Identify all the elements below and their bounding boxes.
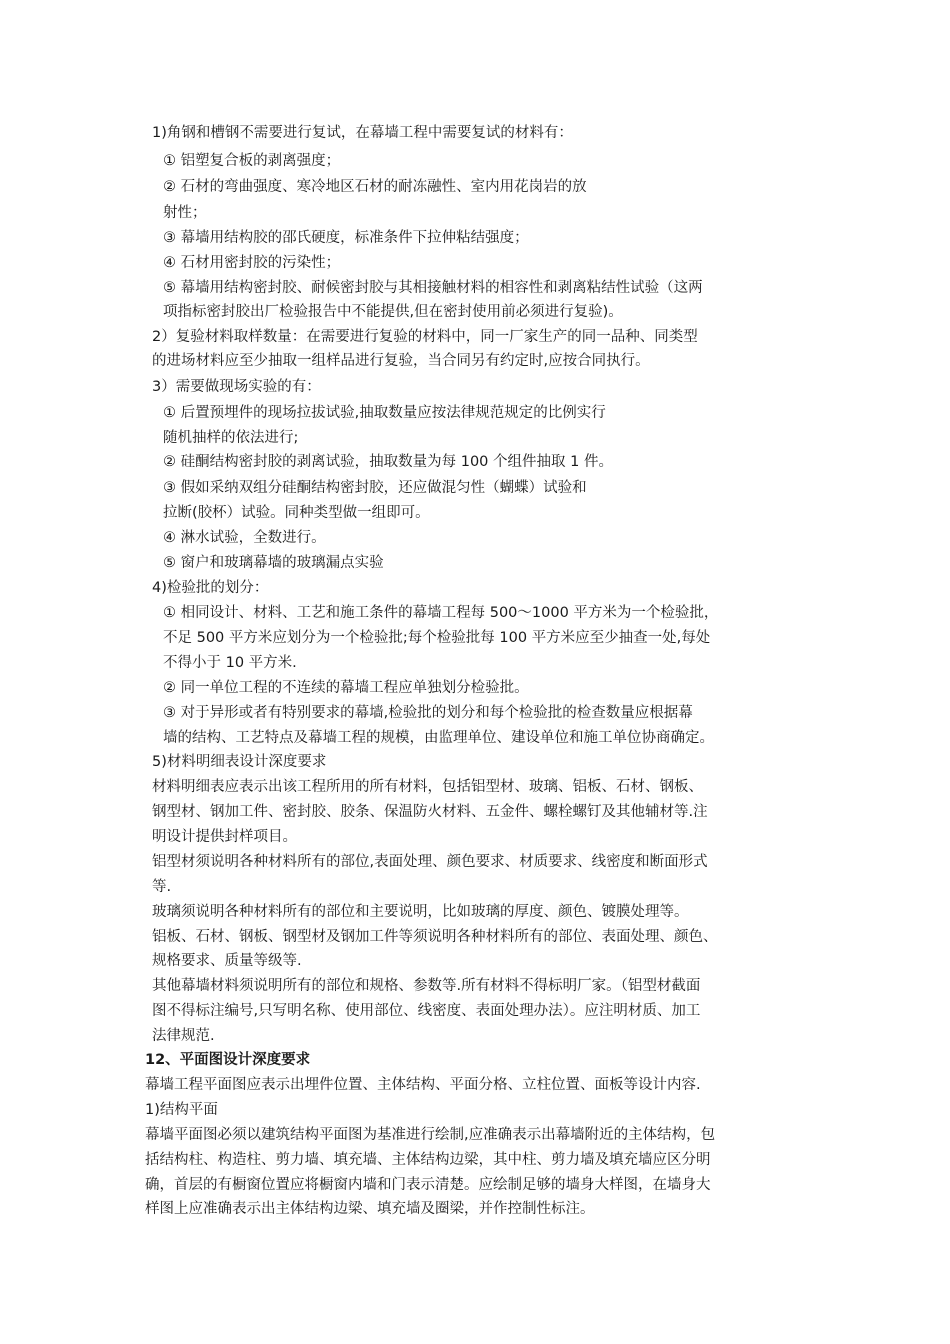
text-line: 墙的结构、工艺特点及幕墙工程的规模，由监理单位、建设单位和施工单位协商确定。 [163,730,714,746]
text-line: 4)检验批的划分： [152,580,269,596]
text-line: 明设计提供封样项目。 [152,829,297,845]
text-line: 幕墙工程平面图应表示出埋件位置、主体结构、平面分格、立柱位置、面板等设计内容. [145,1077,701,1093]
text-line: 法律规范. [152,1028,215,1044]
text-line: ① 相同设计、材料、工艺和施工条件的幕墙工程每 500～1000 平方米为一个检验批， [163,605,719,621]
text-line: 规格要求、质量等级等. [152,953,302,969]
text-line: 其他幕墙材料须说明所有的部位和规格、参数等.所有材料不得标明厂家。（铝型材截面 [152,978,701,994]
text-line: 随机抽样的依法进行; [163,430,299,446]
text-line: 不得小于 10 平方米. [163,655,297,671]
text-line: 3）需要做现场实验的有： [152,379,321,395]
text-line: ③ 对于异形或者有特别要求的幕墙,检验批的划分和每个检验批的检查数量应根据幕 [163,705,693,721]
text-line: 玻璃须说明各种材料所有的部位和主要说明，比如玻璃的厚度、颜色、镀膜处理等。 [152,904,689,920]
text-line: 样图上应准确表示出主体结构边梁、填充墙及圈梁，并作控制性标注。 [145,1201,595,1217]
text-line: 括结构柱、构造柱、剪力墙、填充墙、主体结构边梁，其中柱、剪力墙及填充墙应区分明 [145,1152,711,1168]
text-line: 等. [152,879,172,895]
text-line: ① 后置预埋件的现场拉拔试验,抽取数量应按法律规范规定的比例实行 [163,405,606,421]
text-line: ⑤ 窗户和玻璃幕墙的玻璃漏点实验 [163,555,384,571]
text-line: 铝型材须说明各种材料所有的部位,表面处理、颜色要求、材质要求、线密度和断面形式 [152,854,708,870]
text-line: ② 同一单位工程的不连续的幕墙工程应单独划分检验批。 [163,680,529,696]
text-line: ③ 假如采纳双组分硅酮结构密封胶，还应做混匀性（蝴蝶）试验和 [163,480,587,496]
text-line: ③ 幕墙用结构胶的邵氏硬度，标准条件下拉伸粘结强度； [163,230,529,246]
text-line: ④ 淋水试验，全数进行。 [163,530,326,546]
text-line: ② 石材的弯曲强度、寒冷地区石材的耐冻融性、室内用花岗岩的放 [163,179,587,195]
text-line: ④ 石材用密封胶的污染性； [163,255,341,271]
text-line: 项指标密封胶出厂检验报告中不能提供,但在密封使用前必须进行复验)。 [163,304,623,320]
text-line: 图不得标注编号,只写明名称、使用部位、线密度、表面处理办法）。应注明材质、加工 [152,1003,701,1019]
text-line: 拉断(胶杯）试验。同种类型做一组即可。 [163,505,430,521]
text-line: 的进场材料应至少抽取一组样品进行复验，当合同另有约定时,应按合同执行。 [152,353,650,369]
text-line: ⑤ 幕墙用结构密封胶、耐候密封胶与其相接触材料的相容性和剥离粘结性试验（这两 [163,280,703,296]
text-line: 材料明细表应表示出该工程所用的所有材料，包括铝型材、玻璃、铝板、石材、钢板、 [152,779,703,795]
text-line: 1)结构平面 [145,1102,218,1118]
section-heading: 12、平面图设计深度要求 [145,1052,311,1068]
text-line: 不足 500 平方米应划分为一个检验批;每个检验批每 100 平方米应至少抽查一处,每处 [163,630,711,646]
text-line: 确，首层的有橱窗位置应将橱窗内墙和门表示清楚。应绘制足够的墙身大样图，在墙身大 [145,1177,711,1193]
text-line: ② 硅酮结构密封胶的剥离试验，抽取数量为每 100 个组件抽取 1 件。 [163,454,613,470]
text-line: 钢型材、钢加工件、密封胶、胶条、保温防火材料、五金件、螺栓螺钉及其他辅材等.注 [152,804,708,820]
text-line: ① 铝塑复合板的剥离强度； [163,153,341,169]
text-line: 2）复验材料取样数量：在需要进行复验的材料中，同一厂家生产的同一品种、同类型 [152,329,698,345]
text-line: 铝板、石材、钢板、钢型材及钢加工件等须说明各种材料所有的部位、表面处理、颜色、 [152,929,718,945]
text-line: 幕墙平面图必须以建筑结构平面图为基准进行绘制,应准确表示出幕墙附近的主体结构，包 [145,1127,716,1143]
text-line: 射性； [163,205,207,221]
text-line: 1)角钢和槽钢不需要进行复试，在幕墙工程中需要复试的材料有： [152,125,573,141]
text-line: 5)材料明细表设计深度要求 [152,754,327,770]
